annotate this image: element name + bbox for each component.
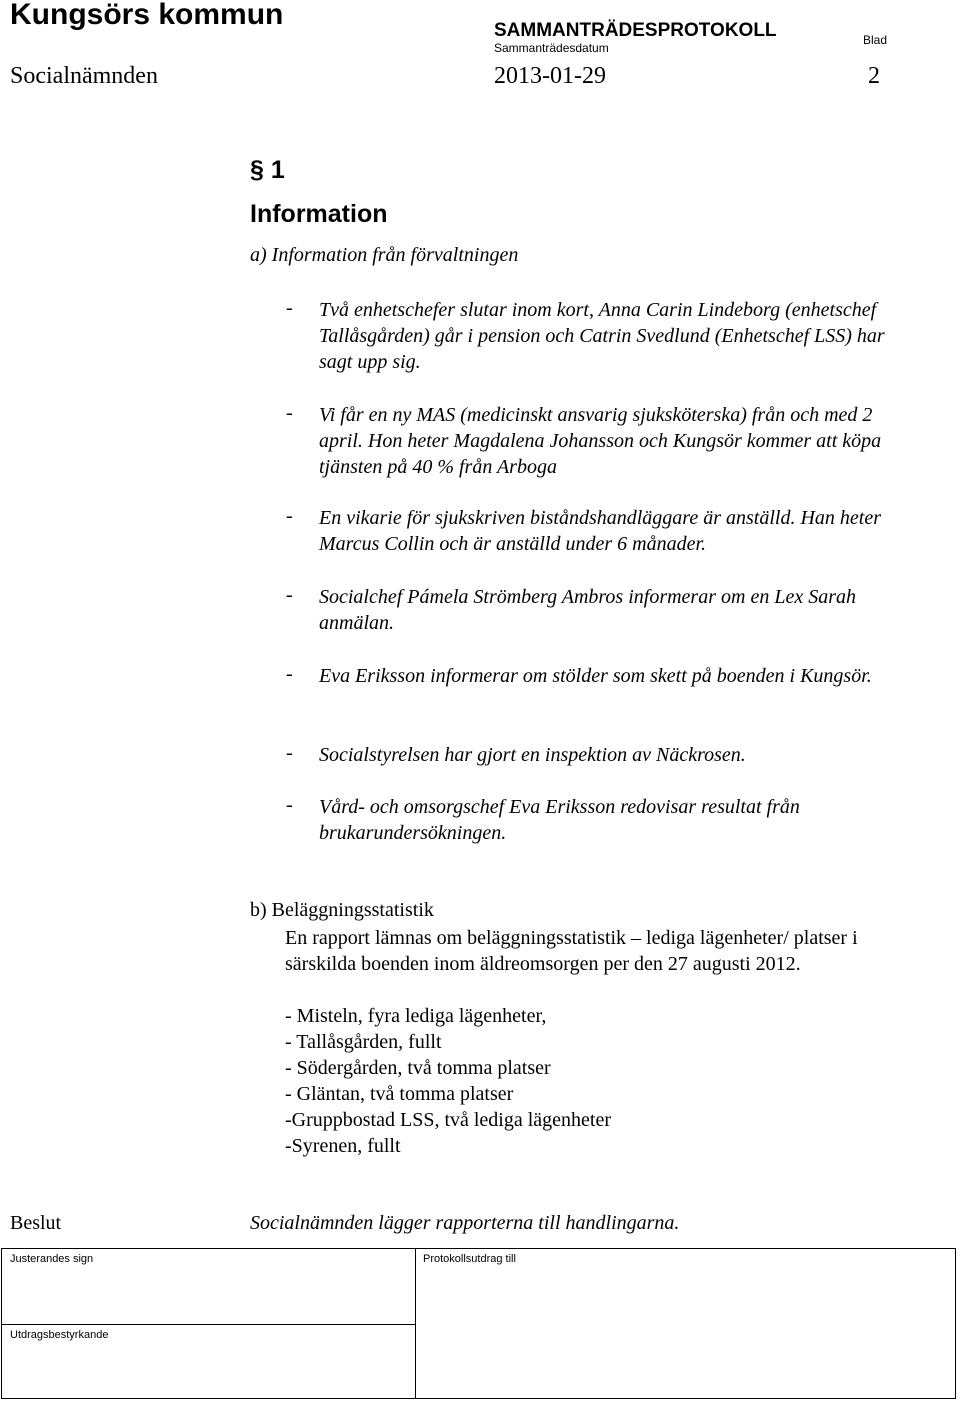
bullet-dash: - bbox=[286, 402, 293, 424]
page-number: 2 bbox=[868, 63, 880, 89]
extract-to-label: Protokollsutdrag till bbox=[423, 1253, 516, 1265]
bullet-item: Socialchef Pámela Strömberg Ambros informerar om en Lex Sarah anmälan. bbox=[319, 586, 856, 634]
committee-name: Socialnämnden bbox=[10, 63, 158, 89]
list-item: -Syrenen, fullt bbox=[285, 1135, 401, 1157]
bullet-item: Två enhetschefer slutar inom kort, Anna Carin Lindeborg (enhetschef Tallåsgården) går i pension och Catrin Svedlund (Enhetschef LSS) har sagt upp sig. bbox=[319, 299, 885, 373]
organization-name: Kungsörs kommun bbox=[10, 0, 284, 31]
extract-certifier-label: Utdragsbestyrkande bbox=[10, 1329, 109, 1341]
adjuster-sign-label: Justerandes sign bbox=[10, 1253, 94, 1265]
bullet-dash: - bbox=[286, 505, 293, 527]
list-item: - Södergården, två tomma platser bbox=[285, 1057, 551, 1079]
bullet-dash: - bbox=[286, 297, 293, 319]
paragraph-number: § 1 bbox=[250, 156, 285, 184]
protocol-title: SAMMANTRÄDESPROTOKOLL bbox=[494, 20, 777, 41]
decision-text: Socialnämnden lägger rapporterna till handlingarna. bbox=[250, 1212, 680, 1234]
decision-label: Beslut bbox=[10, 1212, 62, 1234]
bullet-dash: - bbox=[286, 794, 293, 816]
bullet-item: Socialstyrelsen har gjort en inspektion av Näckrosen. bbox=[319, 744, 746, 766]
bullet-dash: - bbox=[286, 663, 293, 685]
meeting-date-label: Sammanträdesdatum bbox=[494, 41, 609, 55]
bullet-item: Eva Eriksson informerar om stölder som skett på boenden i Kungsör. bbox=[319, 665, 872, 687]
signature-divider-vertical bbox=[415, 1249, 416, 1398]
bullet-dash: - bbox=[286, 584, 293, 606]
part-b-heading: b) Beläggningsstatistik bbox=[250, 899, 434, 921]
list-item: - Gläntan, två tomma platser bbox=[285, 1083, 514, 1105]
page-label: Blad bbox=[863, 33, 888, 47]
list-item: - Tallåsgården, fullt bbox=[285, 1031, 442, 1053]
signature-box bbox=[1, 1248, 956, 1399]
signature-divider-horizontal bbox=[2, 1324, 415, 1325]
occupancy-list bbox=[285, 1003, 611, 1159]
bullet-item: En vikarie för sjukskriven biståndshandläggare är anställd. Han heter Marcus Collin och är anställd under 6 månader. bbox=[319, 507, 881, 555]
section-heading: Information bbox=[250, 200, 388, 228]
meeting-date: 2013-01-29 bbox=[494, 63, 606, 89]
bullet-dash: - bbox=[286, 742, 293, 764]
list-item: - Misteln, fyra lediga lägenheter, bbox=[285, 1005, 547, 1027]
part-a-heading: a) Information från förvaltningen bbox=[250, 244, 519, 266]
list-item: -Gruppbostad LSS, två lediga lägenheter bbox=[285, 1109, 612, 1131]
bullet-item: Vi får en ny MAS (medicinskt ansvarig sjuksköterska) från och med 2 april. Hon heter Magdalena Johansson och Kungsör kommer att köpa tjänsten på 40 % från Arboga bbox=[319, 404, 882, 478]
part-b-body: En rapport lämnas om beläggningsstatistik – lediga lägenheter/ platser i särskilda boenden inom äldreomsorgen per den 27 augusti 2012. bbox=[285, 927, 858, 975]
bullet-item: Vård- och omsorgschef Eva Eriksson redovisar resultat från brukarundersökningen. bbox=[319, 796, 800, 844]
